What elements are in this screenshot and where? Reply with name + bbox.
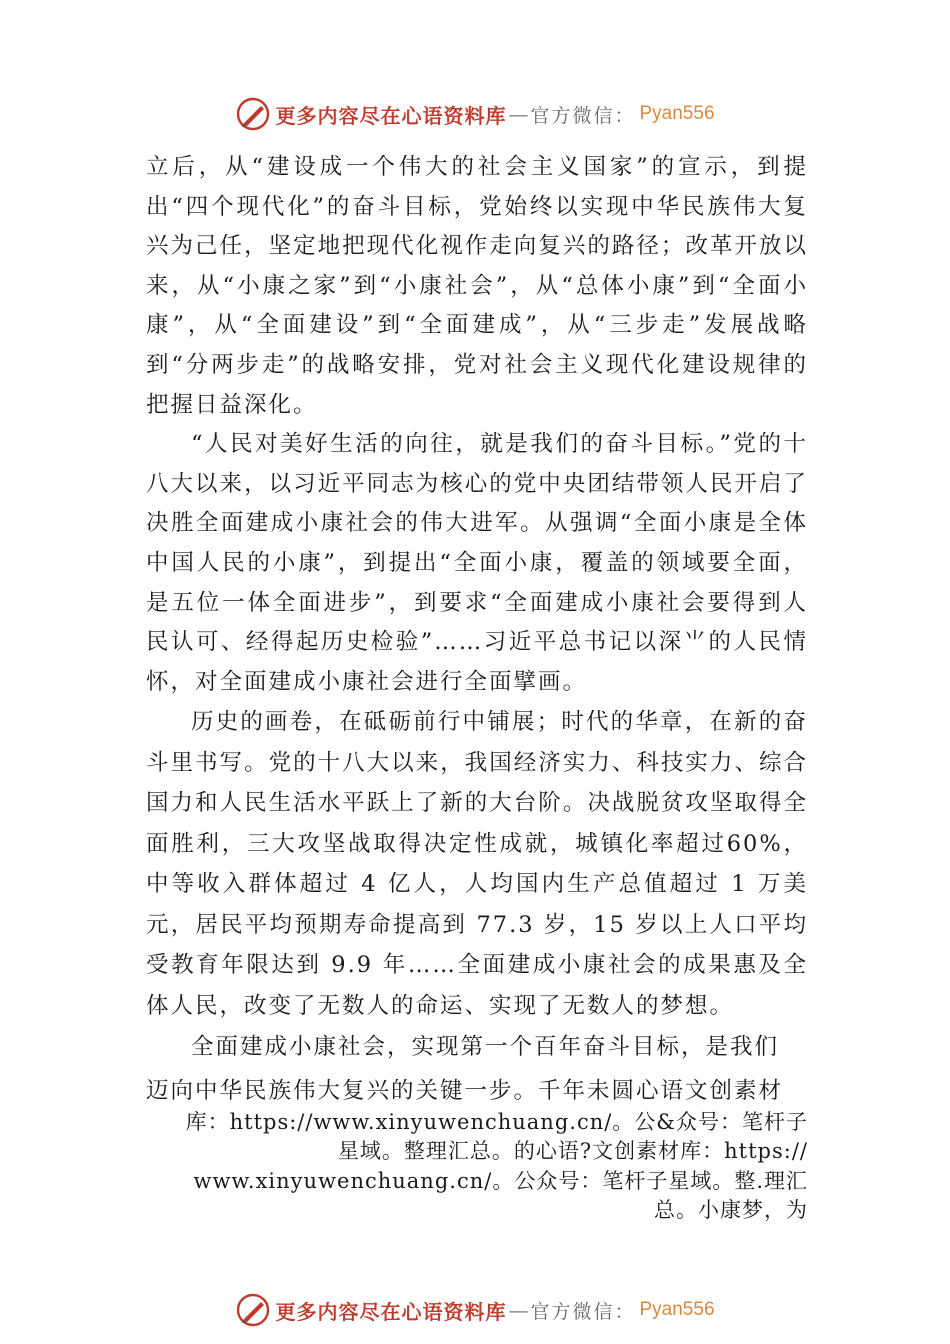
- banner-wechat-label: 官方微信：: [530, 104, 636, 127]
- banner-wechat-id: Pyan556: [639, 103, 715, 124]
- banner-wechat-label: 官方微信：: [530, 1300, 636, 1323]
- document-body: [146, 148, 808, 1226]
- paragraph-4: 全面建成小康社会，实现第一个百年奋斗目标，是我们: [191, 1034, 780, 1061]
- banner-separator: —: [508, 102, 529, 126]
- tail-line-3: 星域。整理汇总。的心语?文创素材库：https://: [337, 1139, 808, 1164]
- footer-banner: [0, 1290, 950, 1330]
- banner-separator: —: [508, 1298, 529, 1322]
- tail-line-4: www.xinyuwenchuang.cn/。公众号：笔杆子星域。整.理汇: [193, 1168, 808, 1193]
- banner-title: 更多内容尽在心语资料库: [275, 1299, 507, 1324]
- tail-line-2: 库：https://www.xinyuwenchuang.cn/。公&众号：笔杆子: [185, 1109, 808, 1134]
- paragraph-1: 立后，从“建设成一个伟大的社会主义国家”的宣示，到提出“四个现代化”的奋斗目标，党始终以实现中华民族伟大复兴为己任，坚定地把现代化视作走向复兴的路径；改革开放以来，从“小康之家”到“小康社会”，从“总体小康”到“全面小康”，从“全面建设”到“全面建成”，从“三步走”发展战略到“分两步走”的战略安排，党对社会主义现代化建设规律的把握日益深化。: [146, 154, 808, 418]
- header-banner: [0, 94, 950, 134]
- banner-wechat-id: Pyan556: [639, 1299, 715, 1320]
- paragraph-3: 历史的画卷，在砥砺前行中铺展；时代的华章，在新的奋斗里书写。党的十八大以来，我国经济实力、科技实力、综合国力和人民生活水平跃上了新的大台阶。决战脱贫攻坚取得全面胜利，三大攻坚战取得决定性成就，城镇化率超过60%，中等收入群体超过 4 亿人，人均国内生产总值超过 1 万美元，居民平均预期寿命提高到 77.3 岁，15 岁以上人口平均受教育年限达到 9.9 年……全面建成小康社会的成果惠及全体人民，改变了无数人的命运、实现了无数人的梦想。: [146, 709, 808, 1019]
- pen-logo-icon: [235, 1292, 271, 1328]
- banner-title: 更多内容尽在心语资料库: [275, 103, 507, 128]
- tail-line-5: 总。小康梦，为: [654, 1198, 808, 1223]
- tail-line-1: 迈向中华民族伟大复兴的关键一步。千年未圆心语文创素材: [146, 1077, 784, 1104]
- pen-logo-icon: [235, 96, 271, 132]
- paragraph-2: “人民对美好生活的向往，就是我们的奋斗目标。”党的十八大以来，以习近平同志为核心的党中央团结带领人民开启了决胜全面建成小康社会的伟大进军。从强调“全面小康是全体中国人民的小康”，到提出“全面小康，覆盖的领域要全面，是五位一体全面进步”，到要求“全面建成小康社会要得到人民认可、经得起历史检验”……习近平总书记以深⺌的人民情怀，对全面建成小康社会进行全面擘画。: [146, 431, 808, 695]
